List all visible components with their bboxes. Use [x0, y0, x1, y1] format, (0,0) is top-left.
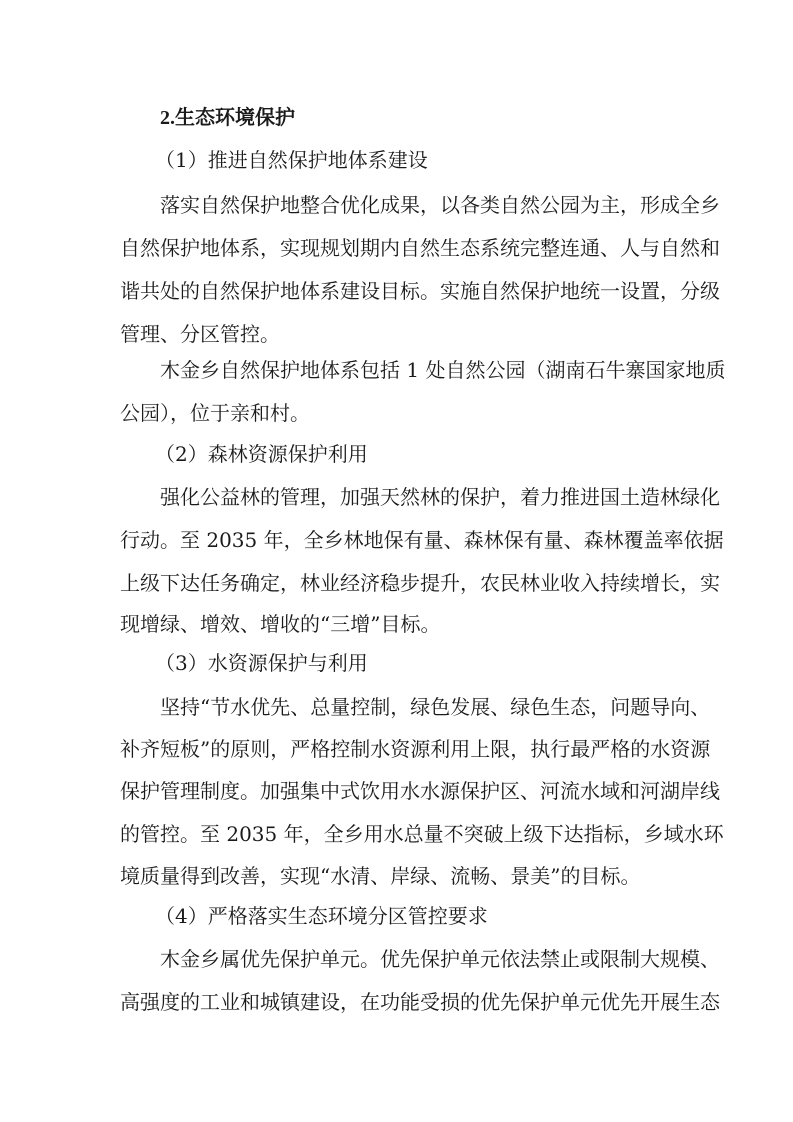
- paragraph-line: 公园），位于亲和村。: [120, 401, 310, 425]
- paragraph-line: 木金乡自然保护地体系包括 1 处自然公园（湖南石牛寨国家地质: [160, 358, 726, 382]
- paragraph-line: 强化公益林的管理，加强天然林的保护，着力推进国土造林绿化: [160, 485, 720, 509]
- paragraph-line: 落实自然保护地整合优化成果，以各类自然公园为主，形成全乡: [160, 193, 720, 217]
- paragraph-line: 高强度的工业和城镇建设，在功能受损的优先保护单元优先开展生态: [120, 990, 720, 1014]
- paragraph-line: 自然保护地体系，实现规划期内自然生态系统完整连通、人与自然和: [120, 236, 720, 260]
- paragraph-line: 谐共处的自然保护地体系建设目标。实施自然保护地统一设置，分级: [120, 279, 720, 303]
- subsection-heading-1: （1）推进自然保护地体系建设: [155, 148, 428, 172]
- paragraph-line: 境质量得到改善，实现“水清、岸绿、流畅、景美”的目标。: [120, 864, 641, 888]
- paragraph-line: 管理、分区管控。: [120, 322, 280, 346]
- paragraph-line: 现增绿、增效、增收的“三增”目标。: [120, 612, 441, 636]
- paragraph-line: 木金乡属优先保护单元。优先保护单元依法禁止或限制大规模、: [160, 947, 720, 971]
- subsection-heading-4: （4）严格落实生态环境分区管控要求: [155, 904, 488, 928]
- paragraph-line: 坚持“节水优先、总量控制，绿色发展、绿色生态，问题导向、: [160, 695, 711, 719]
- paragraph-line: 行动。至 2035 年，全乡林地保有量、森林保有量、森林覆盖率依据: [120, 528, 724, 552]
- subsection-heading-2: （2）森林资源保护利用: [155, 442, 368, 466]
- paragraph-line: 保护管理制度。加强集中式饮用水水源保护区、河流水域和河湖岸线: [120, 779, 720, 803]
- paragraph-line: 上级下达任务确定，林业经济稳步提升，农民林业收入持续增长，实: [120, 571, 720, 595]
- section-title: 2.生态环境保护: [160, 107, 295, 129]
- subsection-heading-3: （3）水资源保护与利用: [155, 651, 368, 675]
- paragraph-line: 的管控。至 2035 年，全乡用水总量不突破上级下达指标，乡域水环: [120, 822, 724, 846]
- paragraph-line: 补齐短板”的原则，严格控制水资源利用上限，执行最严格的水资源: [120, 737, 711, 761]
